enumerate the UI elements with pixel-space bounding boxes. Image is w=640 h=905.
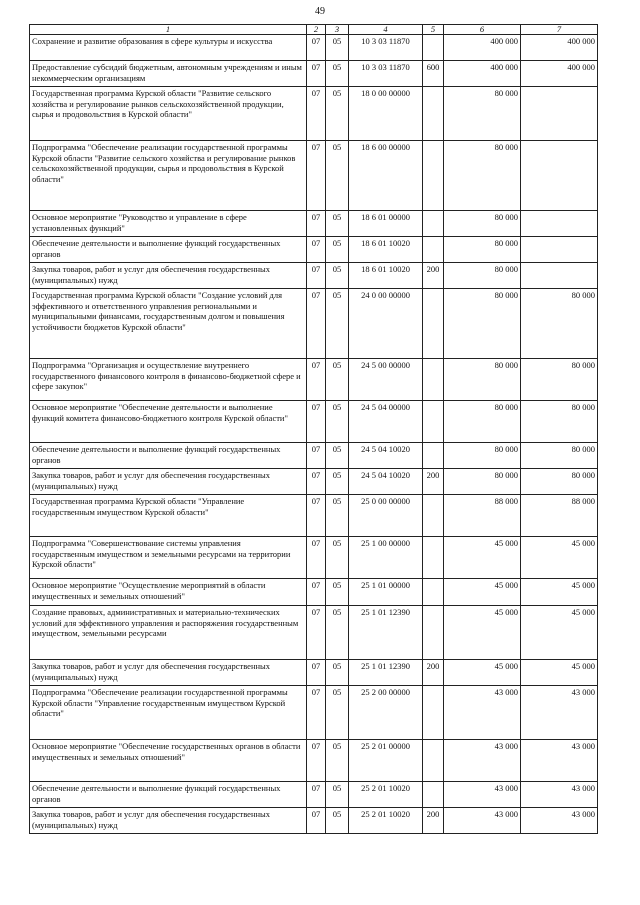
cell-target-article: 25 0 00 00000 [349,495,423,537]
cell-amount-year-1: 43 000 [444,740,521,782]
table-row [30,211,598,237]
cell-name: Закупка товаров, работ и услуг для обеспечения государственных (муниципальных) нужд [30,263,307,289]
cell-target-article: 18 6 01 10020 [349,263,423,289]
cell-expense-type [423,237,444,263]
table-row [30,579,598,606]
cell-name: Предоставление субсидий бюджетным, автономным учреждениям и иным некоммерческим организациям [30,61,307,87]
cell-section: 07 [307,263,326,289]
cell-target-article: 18 6 01 10020 [349,237,423,263]
cell-amount-year-1: 80 000 [444,263,521,289]
cell-target-article: 10 3 03 11870 [349,61,423,87]
cell-target-article: 24 5 04 10020 [349,443,423,469]
cell-expense-type [423,87,444,141]
cell-name: Основное мероприятие "Осуществление мероприятий в области имущественных и земельных отношений" [30,579,307,606]
cell-amount-year-1: 88 000 [444,495,521,537]
cell-subsection: 05 [326,87,349,141]
cell-subsection: 05 [326,606,349,660]
cell-subsection: 05 [326,61,349,87]
cell-amount-year-2: 80 000 [521,443,598,469]
cell-section: 07 [307,141,326,211]
cell-amount-year-1: 80 000 [444,469,521,495]
cell-section: 07 [307,401,326,443]
cell-expense-type [423,782,444,808]
cell-section: 07 [307,495,326,537]
cell-section: 07 [307,359,326,401]
cell-expense-type [423,740,444,782]
cell-subsection: 05 [326,289,349,359]
cell-subsection: 05 [326,263,349,289]
cell-section: 07 [307,87,326,141]
cell-subsection: 05 [326,686,349,740]
cell-section: 07 [307,660,326,686]
cell-amount-year-1: 80 000 [444,401,521,443]
header-col-2: 2 [307,25,326,35]
cell-target-article: 25 1 01 12390 [349,606,423,660]
cell-amount-year-1: 80 000 [444,289,521,359]
cell-name: Подпрограмма "Организация и осуществление внутреннего государственного финансового контроля в финансово-бюджетной сфере и сфере закупок" [30,359,307,401]
cell-name: Подпрограмма "Обеспечение реализации государственной программы Курской области "Управление государственным имуществом Курской области" [30,686,307,740]
cell-expense-type [423,401,444,443]
cell-amount-year-2: 43 000 [521,808,598,834]
table-row [30,141,598,211]
cell-amount-year-2 [521,87,598,141]
cell-amount-year-2: 80 000 [521,401,598,443]
cell-amount-year-1: 80 000 [444,87,521,141]
cell-name: Сохранение и развитие образования в сфере культуры и искусства [30,35,307,61]
cell-subsection: 05 [326,469,349,495]
cell-expense-type [423,537,444,579]
cell-subsection: 05 [326,35,349,61]
cell-amount-year-2 [521,141,598,211]
cell-expense-type [423,35,444,61]
cell-section: 07 [307,740,326,782]
cell-amount-year-2 [521,263,598,289]
header-col-1: 1 [30,25,307,35]
cell-expense-type: 200 [423,808,444,834]
cell-expense-type: 200 [423,469,444,495]
cell-section: 07 [307,579,326,606]
cell-target-article: 18 6 01 00000 [349,211,423,237]
cell-amount-year-1: 400 000 [444,61,521,87]
cell-amount-year-1: 80 000 [444,359,521,401]
cell-expense-type [423,579,444,606]
cell-name: Государственная программа Курской области "Управление государственным имуществом Курской области" [30,495,307,537]
cell-target-article: 24 5 04 00000 [349,401,423,443]
table-row [30,808,598,834]
page-number: 49 [315,6,325,17]
table-row [30,237,598,263]
cell-amount-year-2: 43 000 [521,686,598,740]
cell-target-article: 24 5 04 10020 [349,469,423,495]
cell-name: Основное мероприятие "Руководство и управление в сфере установленных функций" [30,211,307,237]
table-header-row [30,25,598,35]
cell-section: 07 [307,237,326,263]
cell-name: Подпрограмма "Обеспечение реализации государственной программы Курской области "Развитие сельского хозяйства и регулирование рынков сельскохозяйственной продукции, сырья и продовольствия в Курской области" [30,141,307,211]
cell-section: 07 [307,782,326,808]
cell-target-article: 24 5 00 00000 [349,359,423,401]
table-row [30,495,598,537]
cell-section: 07 [307,606,326,660]
cell-amount-year-2 [521,237,598,263]
table-row [30,740,598,782]
cell-target-article: 25 2 01 10020 [349,808,423,834]
cell-amount-year-1: 45 000 [444,579,521,606]
cell-subsection: 05 [326,141,349,211]
cell-name: Обеспечение деятельности и выполнение функций государственных органов [30,443,307,469]
cell-amount-year-2: 88 000 [521,495,598,537]
cell-subsection: 05 [326,740,349,782]
cell-amount-year-2 [521,211,598,237]
cell-name: Обеспечение деятельности и выполнение функций государственных органов [30,782,307,808]
cell-amount-year-1: 80 000 [444,211,521,237]
cell-amount-year-2: 43 000 [521,740,598,782]
cell-name: Закупка товаров, работ и услуг для обеспечения государственных (муниципальных) нужд [30,469,307,495]
cell-name: Основное мероприятие "Обеспечение деятельности и выполнение функций комитета финансово-бюджетного контроля Курской области" [30,401,307,443]
cell-expense-type [423,495,444,537]
cell-subsection: 05 [326,495,349,537]
cell-expense-type [423,686,444,740]
cell-section: 07 [307,61,326,87]
cell-amount-year-2: 43 000 [521,782,598,808]
cell-amount-year-1: 43 000 [444,782,521,808]
cell-subsection: 05 [326,237,349,263]
cell-amount-year-2: 400 000 [521,61,598,87]
table-row [30,537,598,579]
cell-name: Государственная программа Курской области "Создание условий для эффективного и ответственного управления региональными и муниципальными финансами, государственным долгом и повышения устойчивости бюджетов Курской области" [30,289,307,359]
table-row [30,606,598,660]
cell-amount-year-1: 43 000 [444,686,521,740]
cell-target-article: 24 0 00 00000 [349,289,423,359]
cell-target-article: 18 0 00 00000 [349,87,423,141]
cell-section: 07 [307,211,326,237]
cell-target-article: 18 6 00 00000 [349,141,423,211]
cell-name: Закупка товаров, работ и услуг для обеспечения государственных (муниципальных) нужд [30,660,307,686]
cell-amount-year-1: 80 000 [444,443,521,469]
cell-name: Закупка товаров, работ и услуг для обеспечения государственных (муниципальных) нужд [30,808,307,834]
table-body [30,35,598,834]
cell-amount-year-2: 45 000 [521,579,598,606]
cell-amount-year-1: 45 000 [444,606,521,660]
cell-expense-type: 200 [423,660,444,686]
cell-expense-type [423,289,444,359]
cell-target-article: 25 1 00 00000 [349,537,423,579]
cell-amount-year-2: 80 000 [521,359,598,401]
cell-amount-year-2: 400 000 [521,35,598,61]
cell-amount-year-1: 80 000 [444,141,521,211]
cell-amount-year-2: 80 000 [521,469,598,495]
cell-name: Основное мероприятие "Обеспечение государственных органов в области имущественных и земельных отношений" [30,740,307,782]
cell-amount-year-2: 45 000 [521,660,598,686]
cell-amount-year-1: 45 000 [444,660,521,686]
cell-amount-year-1: 80 000 [444,237,521,263]
cell-amount-year-2: 45 000 [521,537,598,579]
cell-target-article: 25 1 01 00000 [349,579,423,606]
cell-section: 07 [307,469,326,495]
header-col-4: 4 [349,25,423,35]
table-row [30,61,598,87]
cell-section: 07 [307,808,326,834]
cell-expense-type: 600 [423,61,444,87]
cell-subsection: 05 [326,579,349,606]
table-row [30,660,598,686]
cell-subsection: 05 [326,808,349,834]
cell-expense-type [423,606,444,660]
cell-subsection: 05 [326,443,349,469]
cell-subsection: 05 [326,660,349,686]
table-row [30,443,598,469]
table-row [30,469,598,495]
cell-target-article: 25 2 00 00000 [349,686,423,740]
cell-target-article: 25 1 01 12390 [349,660,423,686]
cell-amount-year-2: 80 000 [521,289,598,359]
table-row [30,401,598,443]
cell-amount-year-1: 45 000 [444,537,521,579]
cell-subsection: 05 [326,359,349,401]
table-row [30,782,598,808]
table-row [30,289,598,359]
table-row [30,359,598,401]
cell-subsection: 05 [326,537,349,579]
cell-amount-year-2: 45 000 [521,606,598,660]
header-col-3: 3 [326,25,349,35]
table-row [30,263,598,289]
cell-section: 07 [307,686,326,740]
cell-subsection: 05 [326,782,349,808]
budget-table [29,24,598,834]
cell-target-article: 25 2 01 10020 [349,782,423,808]
cell-amount-year-1: 43 000 [444,808,521,834]
header-col-7: 7 [521,25,598,35]
cell-subsection: 05 [326,211,349,237]
table-row [30,35,598,61]
header-col-6: 6 [444,25,521,35]
cell-subsection: 05 [326,401,349,443]
header-col-5: 5 [423,25,444,35]
table-row [30,686,598,740]
cell-target-article: 10 3 03 11870 [349,35,423,61]
table-row [30,87,598,141]
cell-name: Государственная программа Курской области "Развитие сельского хозяйства и регулирование рынков сельскохозяйственной продукции, сырья и продовольствия в Курской области" [30,87,307,141]
cell-target-article: 25 2 01 00000 [349,740,423,782]
cell-section: 07 [307,537,326,579]
cell-expense-type [423,211,444,237]
cell-expense-type [423,443,444,469]
cell-expense-type [423,359,444,401]
cell-expense-type [423,141,444,211]
cell-name: Обеспечение деятельности и выполнение функций государственных органов [30,237,307,263]
cell-section: 07 [307,35,326,61]
cell-section: 07 [307,443,326,469]
cell-expense-type: 200 [423,263,444,289]
cell-name: Подпрограмма "Совершенствование системы управления государственным имуществом и земельными ресурсами на территории Курской области" [30,537,307,579]
cell-amount-year-1: 400 000 [444,35,521,61]
cell-section: 07 [307,289,326,359]
cell-name: Создание правовых, административных и материально-технических условий для эффективного управления и распоряжения государственным имуществом, земельными ресурсами [30,606,307,660]
